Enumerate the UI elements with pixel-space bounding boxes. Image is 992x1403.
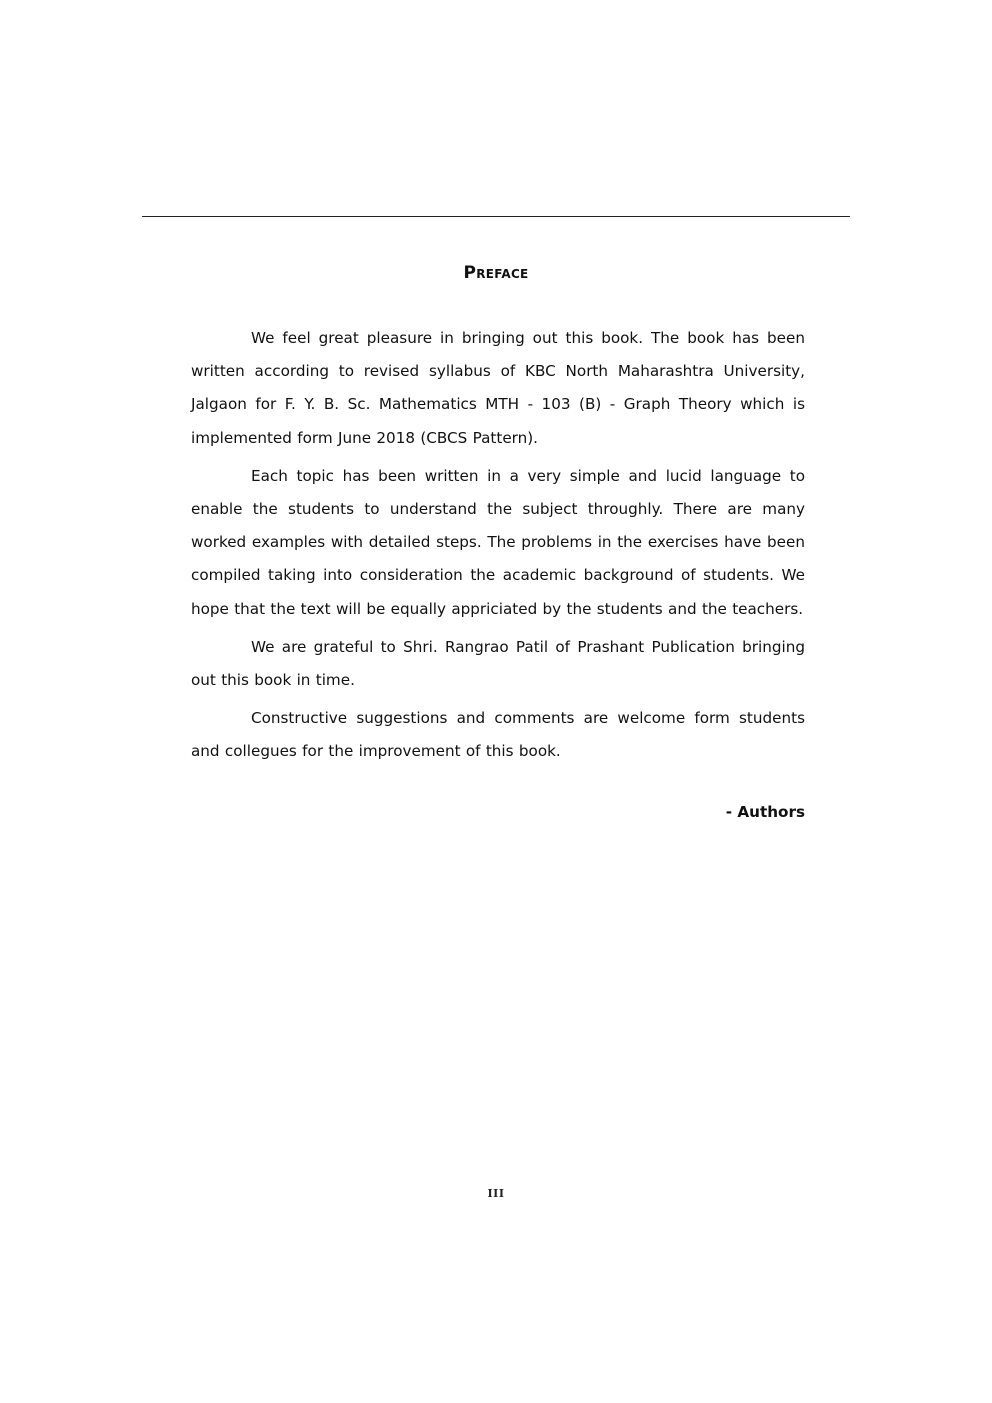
paragraph: We are grateful to Shri. Rangrao Patil of Prashant Publication bringing out this book in time. — [191, 637, 805, 690]
authors-signature: - Authors — [725, 803, 805, 821]
paragraph: Constructive suggestions and comments are welcome form students and collegues for the improvement of this book. — [191, 709, 805, 761]
preface-body — [191, 322, 805, 774]
header-divider — [142, 216, 850, 217]
page-title: Preface — [463, 263, 529, 283]
page-number: III — [487, 1187, 505, 1200]
paragraph: We feel great pleasure in bringing out this book. The book has been written according to revised syllabus of KBC North Maharashtra University, Jalgaon for F. Y. B. Sc. Mathematics MTH - 103 (B) - Graph Theory which is implemented form June 2018 (CBCS Pattern). — [191, 329, 805, 447]
paragraph: Each topic has been written in a very simple and lucid language to enable the students to understand the subject throughly. There are many worked examples with detailed steps. The problems in the exercises have been compiled taking into consideration the academic background of students. We hope that the text will be equally appriciated by the students and the teachers. — [191, 466, 805, 618]
